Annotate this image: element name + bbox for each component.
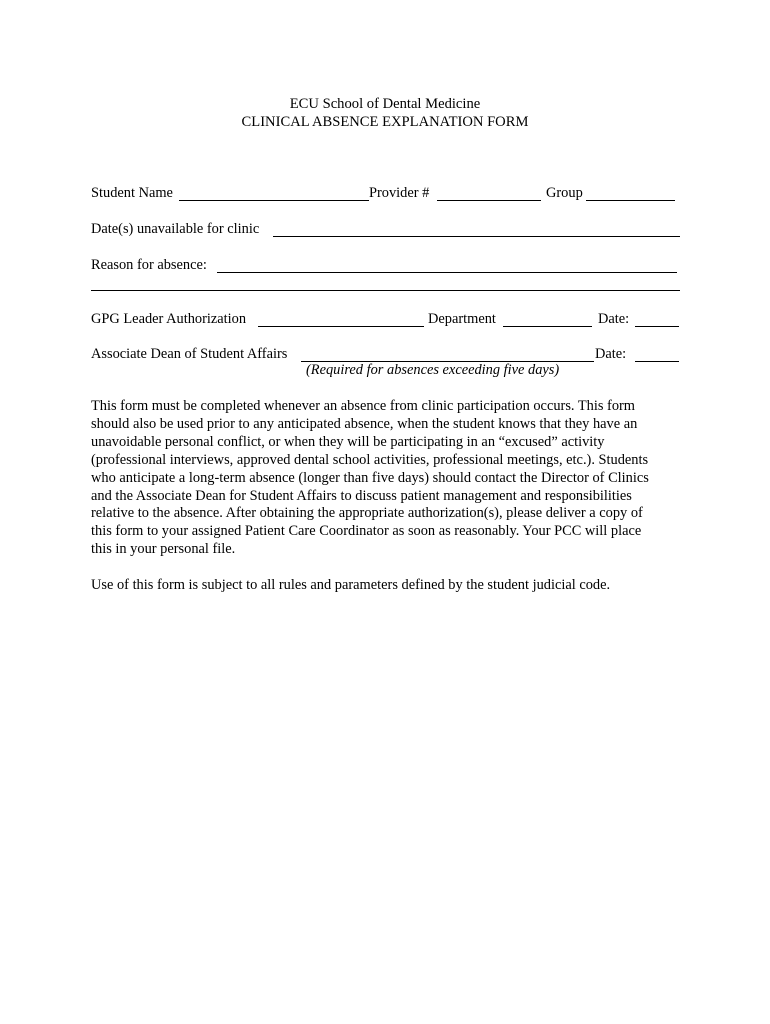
form-title: CLINICAL ABSENCE EXPLANATION FORM (241, 114, 529, 130)
instructions-line: This form must be completed whenever an absence from clinic participation occurs. This form (91, 398, 636, 414)
dates-field[interactable] (273, 236, 680, 237)
group-field[interactable] (586, 200, 675, 201)
instructions-paragraph (91, 398, 686, 559)
date-label-1: Date: (598, 311, 630, 327)
judicial-code-text: Use of this form is subject to all rules and parameters defined by the student judicial code. (91, 577, 611, 593)
assoc-dean-label: Associate Dean of Student Affairs (91, 346, 288, 362)
gpg-leader-label: GPG Leader Authorization (91, 311, 247, 327)
required-note: (Required for absences exceeding five days) (306, 362, 560, 378)
instructions-line: who anticipate a long-term absence (longer than five days) should contact the Director of Clinics (91, 469, 649, 486)
provider-label: Provider # (369, 185, 430, 201)
instructions-line: unavoidable personal conflict, or when they will be participating in an “excused” activity (91, 433, 605, 450)
instructions-line: (professional interviews, approved dental school activities, professional meetings, etc.). Students (91, 451, 649, 468)
instructions-line: this form to your assigned Patient Care Coordinator as soon as reasonably. Your PCC will place (91, 523, 642, 540)
school-name: ECU School of Dental Medicine (289, 96, 481, 112)
department-label: Department (428, 311, 496, 327)
date-label-2: Date: (595, 346, 627, 362)
reason-label: Reason for absence: (91, 257, 207, 273)
reason-field[interactable] (217, 272, 677, 273)
instructions-line: should also be used prior to any anticipated absence, when the student knows that they have an (91, 415, 638, 432)
judicial-code-paragraph (91, 577, 686, 595)
provider-number-field[interactable] (437, 200, 541, 201)
dates-label: Date(s) unavailable for clinic (91, 221, 260, 237)
student-name-label: Student Name (91, 185, 173, 201)
group-label: Group (546, 185, 583, 201)
gpg-date-field[interactable] (635, 326, 679, 327)
instructions-line: relative to the absence. After obtaining the appropriate authorization(s), please deliver a copy of (91, 505, 643, 522)
reason-field-line-2[interactable] (91, 290, 680, 291)
instructions-line: this in your personal file. (91, 541, 236, 558)
instructions-line: and the Associate Dean for Student Affairs to discuss patient management and responsibilities (91, 487, 632, 504)
student-name-field[interactable] (179, 200, 369, 201)
gpg-leader-signature-field[interactable] (258, 326, 424, 327)
department-field[interactable] (503, 326, 592, 327)
assoc-dean-date-field[interactable] (635, 361, 679, 362)
